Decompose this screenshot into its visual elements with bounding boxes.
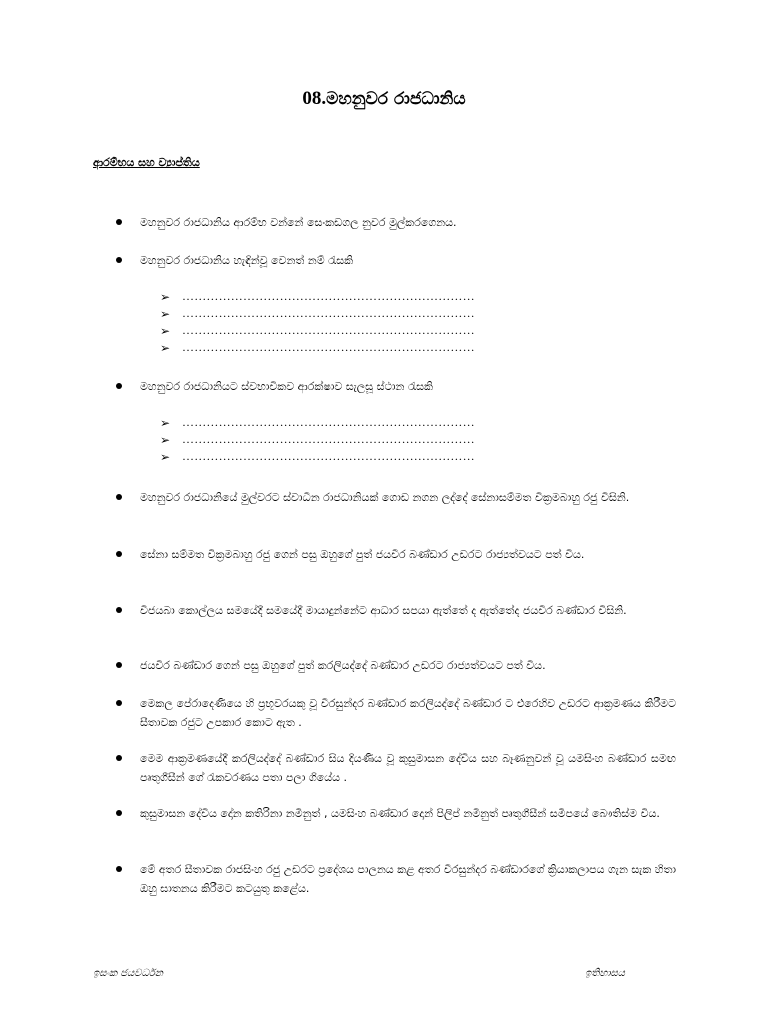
list-item-text: මහනුවර රාජධානිය ආරම්භ වන්නේ සෙංකඩගල නුවර මුල්කරගෙනය. (140, 216, 457, 229)
title-text: මහනුවර රාජධානිය (326, 89, 466, 109)
blank-line (160, 448, 475, 465)
places-blank-list (160, 414, 475, 465)
arrowhead-bullet-icon: ➢ (160, 415, 171, 430)
arrowhead-bullet-icon: ➢ (160, 432, 171, 447)
page-title (0, 88, 768, 110)
fill-in-dots: ……………………………………………………………… (182, 432, 475, 446)
names-blank-list (160, 288, 475, 356)
list-item (116, 749, 676, 787)
list-item-text: ජයවීර බණ්ඩාර ගෙන් පසු ඔහුගේ පුත් කරලියද්දේ බණ්ඩාර උඩරට රාජ්‍යත්වයට පත් විය. (140, 659, 546, 672)
list-item (116, 656, 676, 675)
bullet-icon (116, 810, 122, 816)
arrowhead-bullet-icon: ➢ (160, 306, 171, 321)
fill-in-dots: ……………………………………………………………… (182, 415, 475, 429)
bullet-icon (116, 219, 122, 225)
list-item-text: මහනුවර රාජධානියට ස්වභාවිකව ආරක්ෂාව සැලසූ ස්ථාන රැසකි (140, 380, 433, 393)
list-item (116, 213, 676, 232)
title-number: 08. (302, 88, 327, 109)
fill-in-dots: ……………………………………………………………… (182, 306, 475, 320)
blank-line (160, 322, 475, 339)
blank-line (160, 414, 475, 431)
fill-in-dots: ……………………………………………………………… (182, 289, 475, 303)
list-item-text: කුසුමාසන දේවිය දෝන කතිරිනා නමිනුත් , යමසිංහ බණ්ඩාර දොන් පිලිප් නමිනුත් පෘතුගීසීන් සමීපයේ බෞතිස්ම විය. (140, 807, 660, 820)
list-item (116, 545, 676, 564)
list-item-text: මෙම ආක්‍රමණයේදී කරලියද්දේ බණ්ඩාර සිය දියණිය වූ කුසුමාසන දේවිය සහ බෑණනුවන් වූ යමසිංහ බණ්ඩාර සමඟ පෘතුගීසීන් ගේ රැකවරණය පතා පලා ගියේය . (140, 752, 676, 784)
list-item (116, 251, 676, 270)
list-item-text: සේනා සම්මත වික්‍රමබාහු රජු ගෙන් පසු ඔහුගේ පුත් ජයවීර බණ්ඩාර උඩරට රාජ්‍යත්වයට පත් විය. (140, 548, 585, 561)
arrowhead-bullet-icon: ➢ (160, 449, 171, 464)
footer-subject: ඉතිහාසය (585, 968, 625, 979)
list-item-text: විජයබා කොල්ලය සමයේදී සමයේදී මායාදුන්නේට ආධාර සපයා ඇත්තේ ද ඇත්තේද ජයවීර බණ්ඩාර විසිනි. (140, 604, 627, 617)
bullet-icon (116, 383, 122, 389)
arrowhead-bullet-icon: ➢ (160, 289, 171, 304)
bullet-icon (116, 551, 122, 557)
list-item (116, 860, 676, 898)
list-item (116, 804, 676, 823)
section-subheading: ආරම්භය සහ ව්‍යාප්තිය (93, 156, 200, 169)
bullet-icon (116, 866, 122, 872)
bullet-icon (116, 662, 122, 668)
list-item (116, 488, 676, 507)
bullet-icon (116, 700, 122, 706)
blank-line (160, 339, 475, 356)
list-item (116, 694, 676, 732)
list-item (116, 601, 676, 620)
list-item-text: මහනුවර රාජධානිය හැඳින්වූ වෙනත් නම් රැසකි (140, 254, 354, 267)
arrowhead-bullet-icon: ➢ (160, 340, 171, 355)
blank-line (160, 305, 475, 322)
blank-line (160, 288, 475, 305)
arrowhead-bullet-icon: ➢ (160, 323, 171, 338)
bullet-icon (116, 257, 122, 263)
fill-in-dots: ……………………………………………………………… (182, 449, 475, 463)
bullet-icon (116, 494, 122, 500)
list-item (116, 377, 676, 396)
list-item-text: මේ අතර සීතාවක රාජසිංහ රජු උඩරට ප්‍රදේශය පාලනය කළ අතර වීරසුන්දර බණ්ඩාරගේ ක්‍රියාකලාපය ගැන සැක හිතා ඔහු ඝාතනය කිරීමට කටයුතු කළේය. (140, 863, 676, 895)
list-item-text: මහනුවර රාජධානියේ මුල්වරට ස්වාධීන රාජධානියක් ගොඩ නගන ලද්දේ සේනාසම්මත වික්‍රමබාහු රජු විසිනි. (140, 491, 630, 504)
bullet-icon (116, 755, 122, 761)
blank-line (160, 431, 475, 448)
list-item-text: මෙකල පේරාදෙණියෙ හි ප්‍රභූවරයකු වූ වීරසුන්දර බණ්ඩාර කරලියද්දේ බණ්ඩාර ට එරෙහිව උඩරට ආක්‍රමණය කිරීමට සීතාවක රජුට උපකාර කොට ඇත . (140, 697, 676, 729)
fill-in-dots: ……………………………………………………………… (182, 323, 475, 337)
bullet-icon (116, 607, 122, 613)
footer-author: ඉසංක ජයවර්ධන (93, 968, 164, 979)
fill-in-dots: ……………………………………………………………… (182, 340, 475, 354)
